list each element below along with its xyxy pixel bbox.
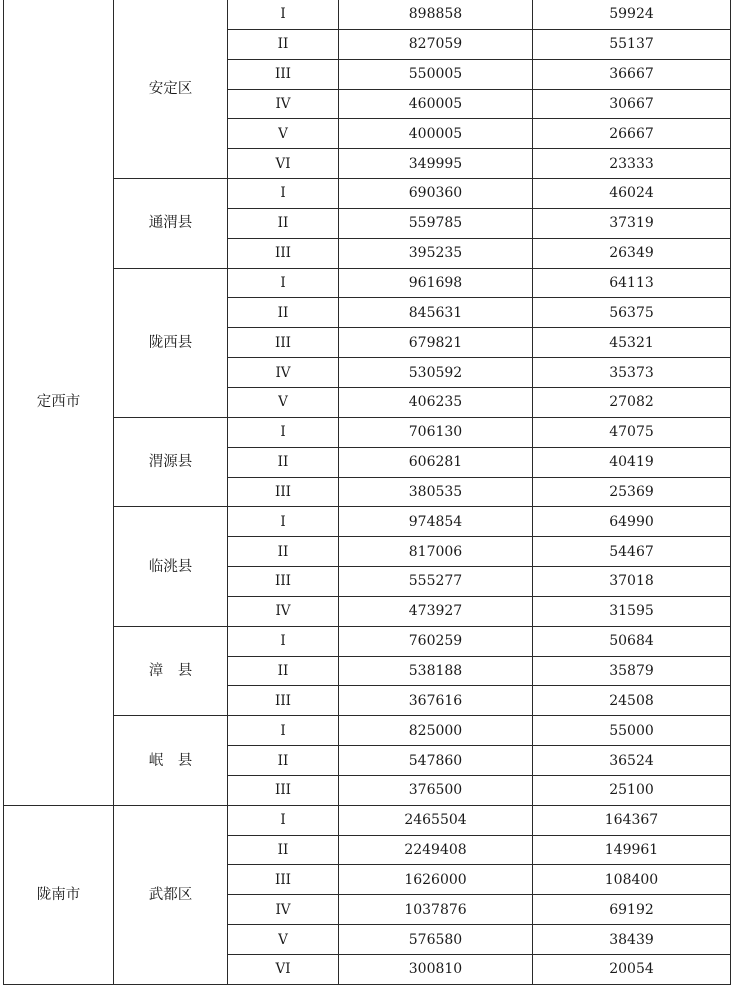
county-cell: 安定区 bbox=[114, 0, 228, 179]
per-mu-value-cell: 23333 bbox=[533, 149, 731, 179]
per-mu-value-cell: 36667 bbox=[533, 59, 731, 89]
grade-cell: II bbox=[228, 656, 339, 686]
grade-cell: II bbox=[228, 835, 339, 865]
table-body bbox=[4, 0, 731, 984]
per-mu-value-cell: 25369 bbox=[533, 477, 731, 507]
grade-cell: III bbox=[228, 865, 339, 895]
per-mu-value-cell: 64113 bbox=[533, 268, 731, 298]
grade-cell: I bbox=[228, 179, 339, 209]
total-value-cell: 817006 bbox=[339, 537, 533, 567]
per-mu-value-cell: 46024 bbox=[533, 179, 731, 209]
grade-cell: III bbox=[228, 686, 339, 716]
grade-cell: II bbox=[228, 447, 339, 477]
per-mu-value-cell: 149961 bbox=[533, 835, 731, 865]
total-value-cell: 550005 bbox=[339, 59, 533, 89]
per-mu-value-cell: 40419 bbox=[533, 447, 731, 477]
total-value-cell: 760259 bbox=[339, 626, 533, 656]
county-cell: 陇西县 bbox=[114, 268, 228, 417]
total-value-cell: 367616 bbox=[339, 686, 533, 716]
grade-cell: II bbox=[228, 298, 339, 328]
grade-cell: IV bbox=[228, 89, 339, 119]
grade-cell: V bbox=[228, 387, 339, 417]
table-row bbox=[4, 716, 731, 746]
total-value-cell: 576580 bbox=[339, 925, 533, 955]
per-mu-value-cell: 27082 bbox=[533, 387, 731, 417]
grade-cell: I bbox=[228, 507, 339, 537]
per-mu-value-cell: 69192 bbox=[533, 895, 731, 925]
grade-cell: V bbox=[228, 925, 339, 955]
total-value-cell: 1626000 bbox=[339, 865, 533, 895]
county-cell: 武都区 bbox=[114, 805, 228, 984]
per-mu-value-cell: 56375 bbox=[533, 298, 731, 328]
grade-cell: I bbox=[228, 716, 339, 746]
per-mu-value-cell: 45321 bbox=[533, 328, 731, 358]
total-value-cell: 1037876 bbox=[339, 895, 533, 925]
total-value-cell: 395235 bbox=[339, 238, 533, 268]
total-value-cell: 349995 bbox=[339, 149, 533, 179]
city-cell: 定西市 bbox=[4, 0, 114, 805]
per-mu-value-cell: 37018 bbox=[533, 567, 731, 597]
per-mu-value-cell: 108400 bbox=[533, 865, 731, 895]
grade-cell: V bbox=[228, 119, 339, 149]
per-mu-value-cell: 20054 bbox=[533, 955, 731, 985]
county-cell: 漳 县 bbox=[114, 626, 228, 716]
per-mu-value-cell: 164367 bbox=[533, 805, 731, 835]
grade-cell: I bbox=[228, 805, 339, 835]
table-row bbox=[4, 417, 731, 447]
total-value-cell: 473927 bbox=[339, 596, 533, 626]
total-value-cell: 898858 bbox=[339, 0, 533, 29]
grade-cell: VI bbox=[228, 149, 339, 179]
per-mu-value-cell: 36524 bbox=[533, 746, 731, 776]
county-cell: 临洮县 bbox=[114, 507, 228, 626]
per-mu-value-cell: 35879 bbox=[533, 656, 731, 686]
total-value-cell: 679821 bbox=[339, 328, 533, 358]
per-mu-value-cell: 24508 bbox=[533, 686, 731, 716]
total-value-cell: 538188 bbox=[339, 656, 533, 686]
per-mu-value-cell: 26667 bbox=[533, 119, 731, 149]
total-value-cell: 706130 bbox=[339, 417, 533, 447]
total-value-cell: 380535 bbox=[339, 477, 533, 507]
total-value-cell: 845631 bbox=[339, 298, 533, 328]
grade-cell: II bbox=[228, 537, 339, 567]
per-mu-value-cell: 30667 bbox=[533, 89, 731, 119]
table-row bbox=[4, 626, 731, 656]
grade-cell: IV bbox=[228, 358, 339, 388]
table-row bbox=[4, 507, 731, 537]
grade-cell: II bbox=[228, 208, 339, 238]
total-value-cell: 825000 bbox=[339, 716, 533, 746]
total-value-cell: 555277 bbox=[339, 567, 533, 597]
grade-cell: III bbox=[228, 567, 339, 597]
grade-cell: I bbox=[228, 626, 339, 656]
grade-cell: II bbox=[228, 746, 339, 776]
total-value-cell: 974854 bbox=[339, 507, 533, 537]
per-mu-value-cell: 54467 bbox=[533, 537, 731, 567]
county-cell: 岷 县 bbox=[114, 716, 228, 806]
per-mu-value-cell: 55137 bbox=[533, 29, 731, 59]
county-cell: 渭源县 bbox=[114, 417, 228, 507]
table-row bbox=[4, 0, 731, 29]
table-row bbox=[4, 805, 731, 835]
total-value-cell: 606281 bbox=[339, 447, 533, 477]
per-mu-value-cell: 38439 bbox=[533, 925, 731, 955]
total-value-cell: 690360 bbox=[339, 179, 533, 209]
grade-cell: I bbox=[228, 268, 339, 298]
compensation-standard-table bbox=[3, 0, 731, 985]
total-value-cell: 530592 bbox=[339, 358, 533, 388]
per-mu-value-cell: 47075 bbox=[533, 417, 731, 447]
total-value-cell: 2249408 bbox=[339, 835, 533, 865]
grade-cell: I bbox=[228, 417, 339, 447]
total-value-cell: 2465504 bbox=[339, 805, 533, 835]
total-value-cell: 406235 bbox=[339, 387, 533, 417]
city-cell: 陇南市 bbox=[4, 805, 114, 984]
grade-cell: III bbox=[228, 477, 339, 507]
county-cell: 通渭县 bbox=[114, 179, 228, 269]
per-mu-value-cell: 50684 bbox=[533, 626, 731, 656]
total-value-cell: 400005 bbox=[339, 119, 533, 149]
grade-cell: III bbox=[228, 775, 339, 805]
total-value-cell: 300810 bbox=[339, 955, 533, 985]
total-value-cell: 547860 bbox=[339, 746, 533, 776]
total-value-cell: 827059 bbox=[339, 29, 533, 59]
total-value-cell: 961698 bbox=[339, 268, 533, 298]
grade-cell: VI bbox=[228, 955, 339, 985]
per-mu-value-cell: 55000 bbox=[533, 716, 731, 746]
per-mu-value-cell: 59924 bbox=[533, 0, 731, 29]
grade-cell: III bbox=[228, 59, 339, 89]
grade-cell: IV bbox=[228, 596, 339, 626]
grade-cell: III bbox=[228, 238, 339, 268]
table-row bbox=[4, 268, 731, 298]
table-row bbox=[4, 179, 731, 209]
per-mu-value-cell: 64990 bbox=[533, 507, 731, 537]
grade-cell: III bbox=[228, 328, 339, 358]
per-mu-value-cell: 26349 bbox=[533, 238, 731, 268]
per-mu-value-cell: 37319 bbox=[533, 208, 731, 238]
grade-cell: I bbox=[228, 0, 339, 29]
total-value-cell: 460005 bbox=[339, 89, 533, 119]
total-value-cell: 559785 bbox=[339, 208, 533, 238]
per-mu-value-cell: 31595 bbox=[533, 596, 731, 626]
grade-cell: II bbox=[228, 29, 339, 59]
per-mu-value-cell: 25100 bbox=[533, 775, 731, 805]
grade-cell: IV bbox=[228, 895, 339, 925]
per-mu-value-cell: 35373 bbox=[533, 358, 731, 388]
total-value-cell: 376500 bbox=[339, 775, 533, 805]
